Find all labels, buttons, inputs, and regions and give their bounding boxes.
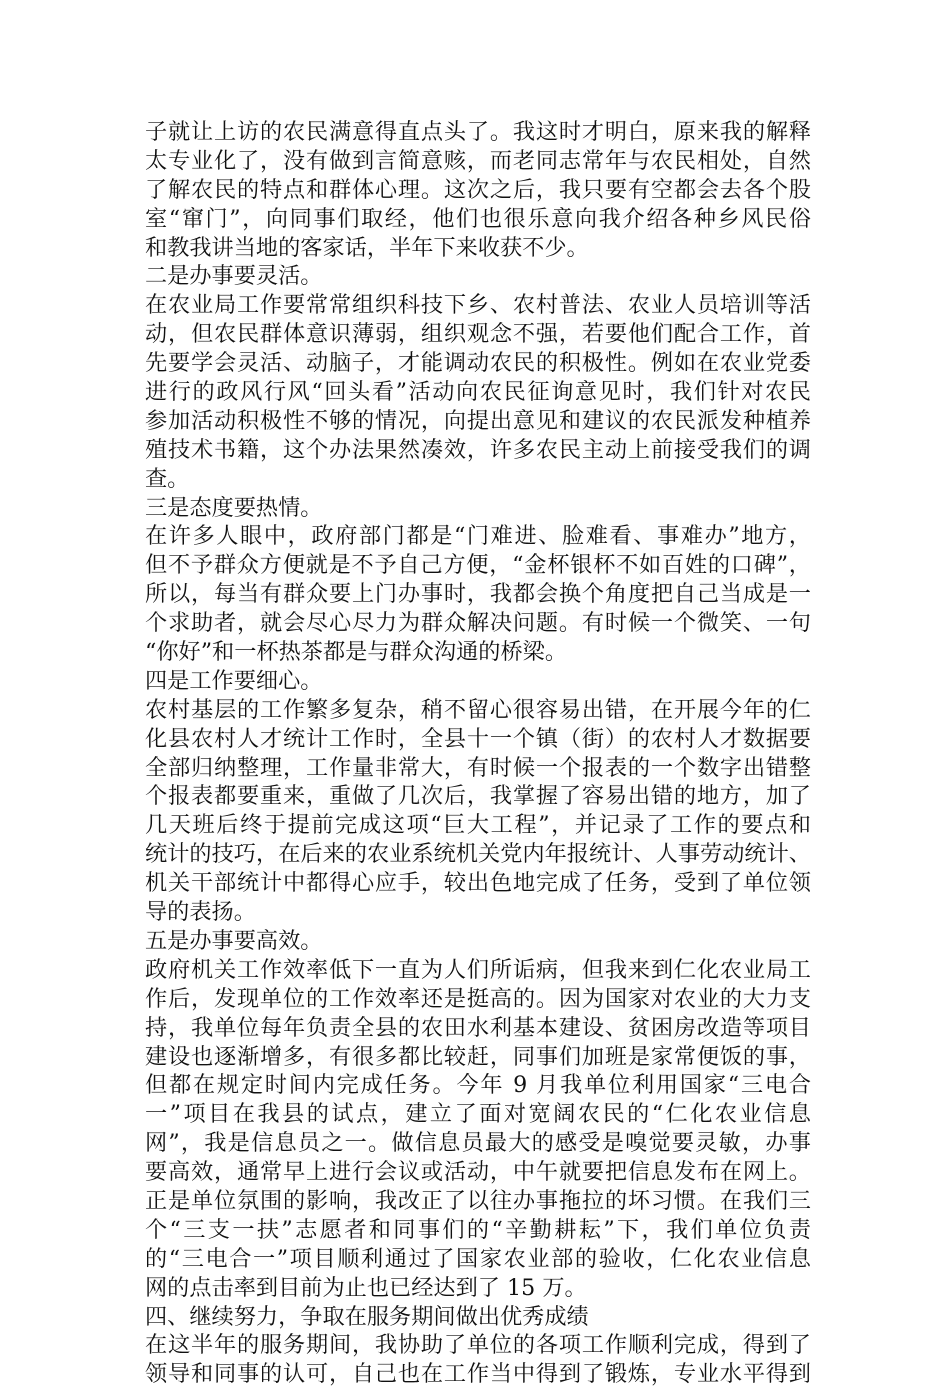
- text-line: 机关干部统计中都得心应手，较出色地完成了任务，受到了单位领: [145, 870, 811, 897]
- text-line: 化县农村人才统计工作时，全县十一个镇（街）的农村人才数据要: [145, 725, 811, 752]
- text-line: 先要学会灵活、动脑子，才能调动农民的积极性。例如在农业党委: [145, 350, 811, 377]
- document-body: [145, 118, 811, 1389]
- text-line: 查。: [145, 465, 190, 492]
- text-line: 导的表扬。: [145, 899, 256, 926]
- text-line: 网的点击率到目前为止也已经达到了 15 万。: [145, 1274, 587, 1301]
- text-line: 领导和同事的认可，自己也在工作当中得到了锻炼，专业水平得到: [145, 1361, 811, 1388]
- text-line: 殖技术书籍，这个办法果然凑效，许多农民主动上前接受我们的调: [145, 436, 811, 463]
- text-line: 政府机关工作效率低下一直为人们所诟病，但我来到仁化农业局工: [145, 956, 811, 983]
- text-line: 三是态度要热情。: [145, 494, 323, 521]
- text-line: “你好”和一杯热茶都是与群众沟通的桥梁。: [145, 639, 568, 666]
- text-line: 统计的技巧，在后来的农业系统机关党内年报统计、人事劳动统计、: [145, 841, 811, 868]
- text-line: 网”，我是信息员之一。做信息员最大的感受是嗅觉要灵敏，办事: [145, 1130, 811, 1157]
- text-line: 室“窜门”，向同事们取经，他们也很乐意向我介绍各种乡风民俗: [145, 205, 811, 232]
- text-line: 四是工作要细心。: [145, 667, 323, 694]
- text-line: 太专业化了，没有做到言简意赅，而老同志常年与农民相处，自然: [145, 147, 811, 174]
- text-line: 但都在规定时间内完成任务。今年 9 月我单位利用国家“三电合: [145, 1072, 811, 1099]
- text-line: 持，我单位每年负责全县的农田水利基本建设、贫困房改造等项目: [145, 1014, 811, 1041]
- text-line: 全部归纳整理，工作量非常大，有时候一个报表的一个数字出错整: [145, 754, 811, 781]
- text-line: 作后，发现单位的工作效率还是挺高的。因为国家对农业的大力支: [145, 985, 811, 1012]
- text-line: 五是办事要高效。: [145, 927, 323, 954]
- text-line: 四、继续努力，争取在服务期间做出优秀成绩: [145, 1303, 589, 1330]
- text-line: 二是办事要灵活。: [145, 263, 323, 290]
- text-line: 了解农民的特点和群体心理。这次之后，我只要有空都会去各个股: [145, 176, 811, 203]
- text-line: 子就让上访的农民满意得直点头了。我这时才明白，原来我的解释: [145, 119, 811, 145]
- text-line: 几天班后终于提前完成这项“巨大工程”，并记录了工作的要点和: [145, 812, 811, 839]
- text-line: 但不予群众方便就是不予自己方便，“金杯银杯不如百姓的口碑”，: [145, 552, 811, 579]
- text-line: 要高效，通常早上进行会议或活动，中午就要把信息发布在网上。: [145, 1159, 811, 1186]
- text-line: 的“三电合一”项目顺利通过了国家农业部的验收，仁化农业信息: [145, 1245, 811, 1272]
- text-line: 和教我讲当地的客家话，半年下来收获不少。: [145, 234, 589, 261]
- text-line: 个求助者，就会尽心尽力为群众解决问题。有时候一个微笑、一句: [145, 610, 811, 637]
- text-line: 一”项目在我县的试点，建立了面对宽阔农民的“仁化农业信息: [145, 1101, 811, 1128]
- text-line: 动，但农民群体意识薄弱，组织观念不强，若要他们配合工作，首: [145, 321, 811, 348]
- text-line: 建设也逐渐增多，有很多都比较赶，同事们加班是家常便饭的事，: [145, 1043, 811, 1070]
- text-line: 农村基层的工作繁多复杂，稍不留心很容易出错，在开展今年的仁: [145, 696, 811, 723]
- text-line: 参加活动积极性不够的情况，向提出意见和建议的农民派发种植养: [145, 407, 811, 434]
- text-line: 在农业局工作要常常组织科技下乡、农村普法、农业人员培训等活: [145, 292, 811, 319]
- text-line: 个“三支一扶”志愿者和同事们的“辛勤耕耘”下，我们单位负责: [145, 1216, 811, 1243]
- text-line: 正是单位氛围的影响，我改正了以往办事拖拉的坏习惯。在我们三: [145, 1187, 811, 1214]
- text-line: 在这半年的服务期间，我协助了单位的各项工作顺利完成，得到了: [145, 1332, 811, 1359]
- text-line: 进行的政风行风“回头看”活动向农民征询意见时，我们针对农民: [145, 379, 811, 406]
- text-line: 个报表都要重来，重做了几次后，我掌握了容易出错的地方，加了: [145, 783, 811, 810]
- text-line: 所以，每当有群众要上门办事时，我都会换个角度把自己当成是一: [145, 581, 811, 608]
- text-line: 在许多人眼中，政府部门都是“门难进、脸难看、事难办”地方，: [145, 523, 811, 550]
